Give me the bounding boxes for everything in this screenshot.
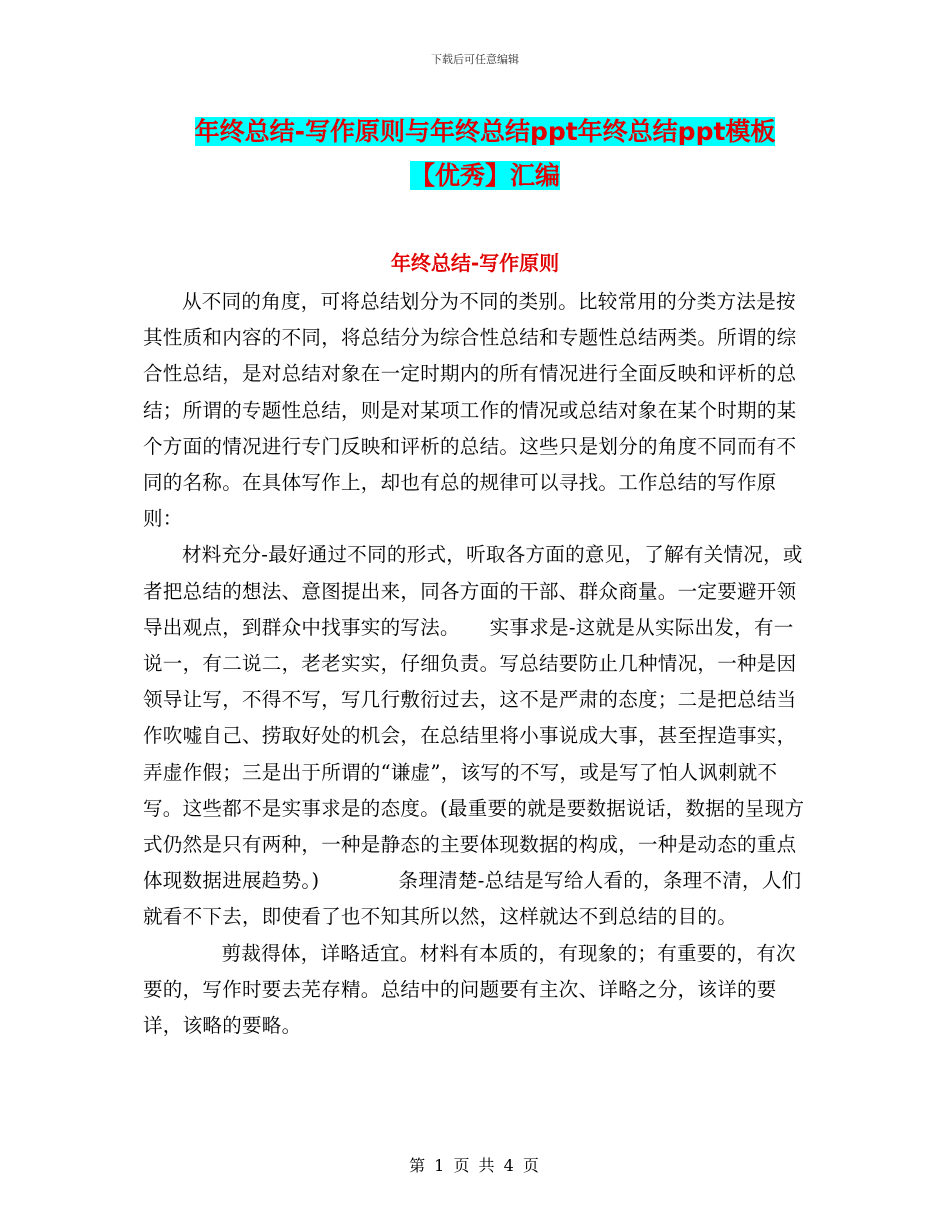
paragraph-1: 从不同的角度，可将总结划分为不同的类别。比较常用的分类方法是按其性质和内容的不同，将总结分为综合性总结和专题性总结两类。所谓的综合性总结，是对总结对象在一定时期内的所有情况进行全面反映和评析的总结；所谓的专题性总结，则是对某项工作的情况或总结对象在某个时期的某个方面的情况进行专门反映和评析的总结。这些只是划分的角度不同而有不同的名称。在具体写作上，却也有总的规律可以寻找。工作总结的写作原则：: [143, 290, 797, 531]
paragraph-2: 材料充分-最好通过不同的形式，听取各方面的意见，了解有关情况，或者把总结的想法、意图提出来，同各方面的干部、群众商量。一定要避开领导出观点，到群众中找事实的写法。 实事求是-这就是从实际出发，有一说一，有二说二，老老实实，仔细负责。写总结要防止几种情况，一种是因领导让写，不得不写，写几行敷衍过去，这不是严肃的态度；二是把总结当作吹嘘自己、捞取好处的机会，在总结里将小事说成大事，甚至捏造事实，弄虚作假；三是出于所谓的“谦虚”，该写的不写，或是写了怕人讽刺就不写。这些都不是实事求是的态度。(最重要的就是要数据说话，数据的呈现方式仍然是只有两种，一种是静态的主要体现数据的构成，一种是动态的重点体现数据进展趋势。) 条理清楚-总结是写给人看的，条理不清，人们就看不下去，即使看了也不知其所以然，这样就达不到总结的目的。: [143, 543, 805, 929]
document-title-line-1: 年终总结-写作原则与年终总结ppt年终总结ppt模板: [194, 117, 776, 146]
body-text: [143, 284, 811, 1044]
page-number: 第 1 页 共 4 页: [409, 1156, 541, 1175]
header-note: 下载后可任意编辑: [431, 53, 519, 66]
document-title-line-2: 【优秀】汇编: [409, 161, 560, 190]
paragraph-3: 剪裁得体，详略适宜。材料有本质的，有现象的；有重要的，有次要的，写作时要去芜存精。总结中的问题要有主次、详略之分，该详的要详，该略的要略。: [143, 941, 796, 1038]
document-title: [140, 110, 830, 198]
section-heading: 年终总结-写作原则: [390, 251, 560, 275]
